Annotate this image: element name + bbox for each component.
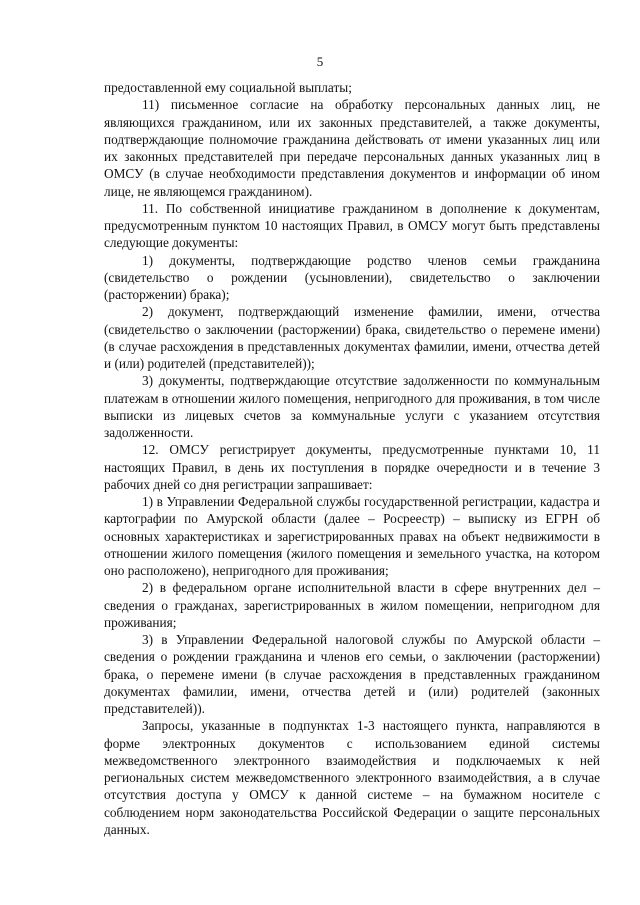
paragraph-clause-11: 11. По собственной инициативе гражданином в дополнение к документам, предусмотренным пунктом 10 настоящих Правил, в ОМСУ могут быть представлены следующие документы: — [104, 200, 600, 251]
paragraph-clause-11-item-2: 2) документ, подтверждающий изменение фамилии, имени, отчества (свидетельство о заключении (расторжении) брака, свидетельство о перемене имени) (в случае расхождения в представленных документах фамилии, имени, отчества детей и (или) родителей (представителей)); — [104, 304, 600, 371]
paragraph-clause-12-item-2: 2) в федеральном органе исполнительной власти в сфере внутренних дел – сведения о гражданах, зарегистрированных в жилом помещении, непригодном для проживания; — [104, 580, 600, 630]
document-body — [104, 79, 600, 838]
paragraph-clause-12: 12. ОМСУ регистрирует документы, предусмотренные пунктами 10, 11 настоящих Правил, в день их поступления в порядке очередности и в течение 3 рабочих дней со дня регистрации запрашивает: — [104, 442, 600, 492]
paragraph-item-11-consent: 11) письменное согласие на обработку персональных данных лиц, не являющихся гражданином, или их законных представителей, а также документы, подтверждающие полномочие гражданина действовать от имени указанных лиц или их законных представителей при передаче персональных данных указанных лиц в ОМСУ (в случае необходимости представления документов и информации об ином лице, не являющемся гражданином). — [104, 97, 600, 199]
paragraph-continuation: предоставленной ему социальной выплаты; — [104, 80, 352, 95]
page-number: 5 — [316, 54, 324, 69]
paragraph-clause-11-item-3: 3) документы, подтверждающие отсутствие задолженности по коммунальным платежам в отношении жилого помещения, непригодного для проживания, в том числе выписки из лицевых счетов за коммунальные услуги с указанием отсутствия задолженности. — [104, 373, 600, 440]
paragraph-clause-12-item-3: 3) в Управлении Федеральной налоговой службы по Амурской области – сведения о рождении гражданина и членов его семьи, о заключении (расторжении) брака, о перемене имени (в случае расхождения в представленных гражданином документах фамилии, имени, отчества детей и (или) родителей (законных представителей)). — [104, 632, 600, 716]
paragraph-clause-12-item-1: 1) в Управлении Федеральной службы государственной регистрации, кадастра и картографии по Амурской области (далее – Росреестр) – выписку из ЕГРН об основных характеристиках и зарегистрированных правах на объект недвижимости в отношении жилого помещения (жилого помещения и земельного участка, на котором оно расположено), непригодного для проживания; — [104, 494, 600, 578]
paragraph-requests: Запросы, указанные в подпунктах 1-3 настоящего пункта, направляются в форме электронных документов с использованием единой системы межведомственного электронного взаимодействия и подключаемых к ней региональных систем межведомственного электронного взаимодействия, а в случае отсутствия доступа у ОМСУ к данной системе – на бумажном носителе с соблюдением норм законодательства Российской Федерации о защите персональных данных. — [104, 718, 600, 837]
paragraph-clause-11-item-1: 1) документы, подтверждающие родство членов семьи гражданина (свидетельство о рождении (усыновлении), свидетельство о заключении (расторжении) брака); — [104, 252, 600, 302]
